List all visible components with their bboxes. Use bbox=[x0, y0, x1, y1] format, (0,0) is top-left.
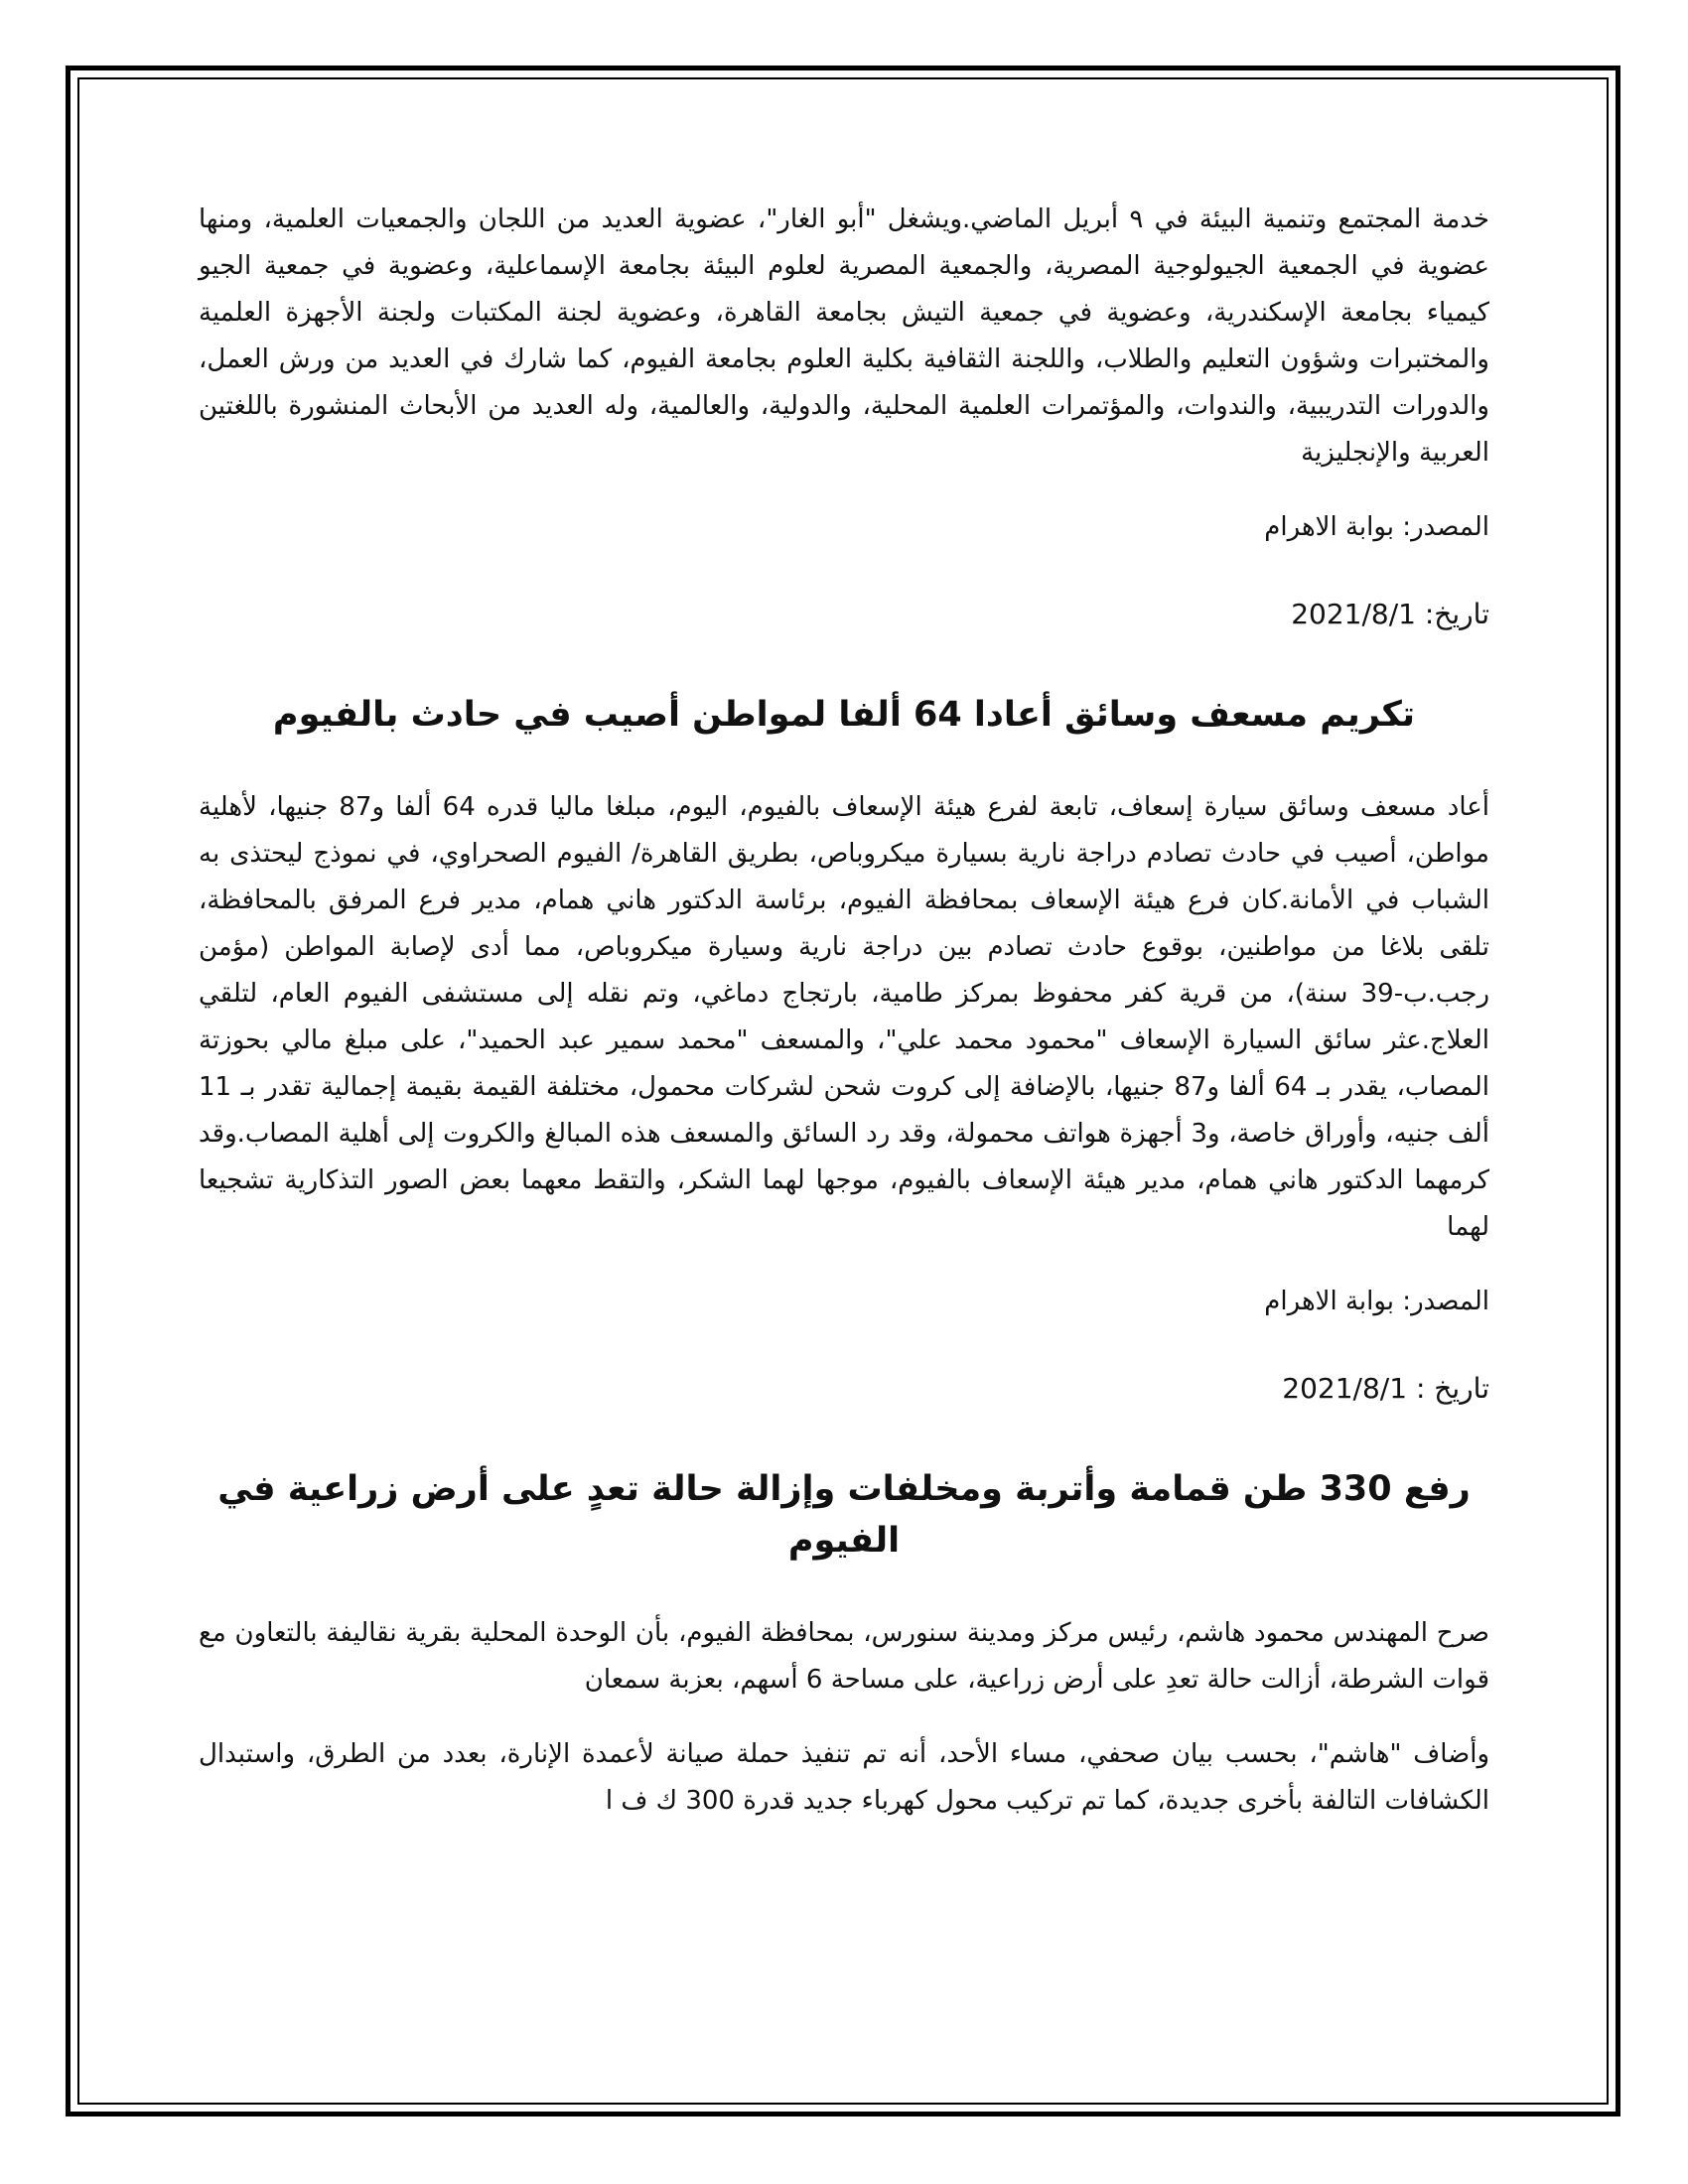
article1-date: تاريخ : 2021/8/1 bbox=[1282, 1372, 1489, 1405]
article1-title: تكريم مسعف وسائق أعادا 64 ألفا لمواطن أصيب في حادث بالفيوم bbox=[272, 695, 1416, 735]
document-body bbox=[199, 197, 1489, 1848]
article1-body: أعاد مسعف وسائق سيارة إسعاف، تابعة لفرع هيئة الإسعاف بالفيوم، اليوم، مبلغا ماليا قدره 64 ألفا و87 جنيها، لأهلية مواطن، أصيب في حادث تصادم دراجة نارية بسيارة ميكروباص، بطريق القاهرة/ الفيوم الصحراوي، في نموذج ليحتذى به الشباب في الأمانة.كان فرع هيئة الإسعاف بمحافظة الفيوم، برئاسة الدكتور هاني همام، مدير فرع المرفق بالمحافظة، تلقى بلاغا من مواطنين، بوقوع حادث تصادم بين دراجة نارية وسيارة ميكروباص، مما أدى لإصابة المواطن (مؤمن رجب.ب-39 سنة)، من قرية كفر محفوظ بمركز طامية، بارتجاج دماغي، وتم نقله إلى مستشفى الفيوم العام، لتلقي العلاج.عثر سائق السيارة الإسعاف "محمود محمد علي"، والمسعف "محمد سمير عبد الحميد"، على مبلغ مالي بحوزتة المصاب، يقدر بـ 64 ألفا و87 جنيها، بالإضافة إلى كروت شحن لشركات محمول، مختلفة القيمة بقيمة إجمالية تقدر بـ 11 ألف جنيه، وأوراق خاصة، و3 أجهزة هواتف محمولة، وقد رد السائق والمسعف هذه المبالغ والكروت إلى أهلية المصاب.وقد كرمهما الدكتور هاني همام، مدير هيئة الإسعاف بالفيوم، موجها لهما الشكر، والتقط معهما بعض الصور التذكارية تشجيعا لهما bbox=[199, 792, 1489, 1242]
intro-source: المصدر: بوابة الاهرام bbox=[1264, 512, 1489, 542]
article2-paragraph2: وأضاف "هاشم"، بحسب بيان صحفي، مساء الأحد، أنه تم تنفيذ حملة صيانة لأعمدة الإنارة، بعدد من الطرق، واستبدال الكشافات التالفة بأخرى جديدة، كما تم تركيب محول كهرباء جديد قدرة 300 ك ف ا bbox=[199, 1739, 1489, 1816]
article2-paragraph1: صرح المهندس محمود هاشم، رئيس مركز ومدينة سنورس، بمحافظة الفيوم، بأن الوحدة المحلية بقرية نقاليفة بالتعاون مع قوات الشرطة، أزالت حالة تعدِ على أرض زراعية، على مساحة 6 أسهم، بعزبة سمعان bbox=[199, 1618, 1489, 1695]
article2-title: رفع 330 طن قمامة وأتربة ومخلفات وإزالة حالة تعدٍ على أرض زراعية في الفيوم bbox=[217, 1469, 1471, 1561]
intro-date: تاريخ: 2021/8/1 bbox=[1291, 598, 1489, 630]
article1-source: المصدر: بوابة الاهرام bbox=[1264, 1287, 1489, 1316]
intro-paragraph: خدمة المجتمع وتنمية البيئة في ٩ أبريل الماضي.ويشغل "أبو الغار"، عضوية العديد من اللجان والجمعيات العلمية، ومنها عضوية في الجمعية الجيولوجية المصرية، والجمعية المصرية لعلوم البيئة بجامعة الإسماعلية، وعضوية في جمعية الجيو كيمياء بجامعة الإسكندرية، وعضوية في جمعية التيش بجامعة القاهرة، وعضوية لجنة المكتبات ولجنة الأجهزة العلمية والمختبرات وشؤون التعليم والطلاب، واللجنة الثقافية بكلية العلوم بجامعة الفيوم، كما شارك في العديد من ورش العمل، والدورات التدريبية، والندوات، والمؤتمرات العلمية المحلية، والدولية، والعالمية، وله العديد من الأبحاث المنشورة باللغتين العربية والإنجليزية bbox=[199, 205, 1489, 468]
